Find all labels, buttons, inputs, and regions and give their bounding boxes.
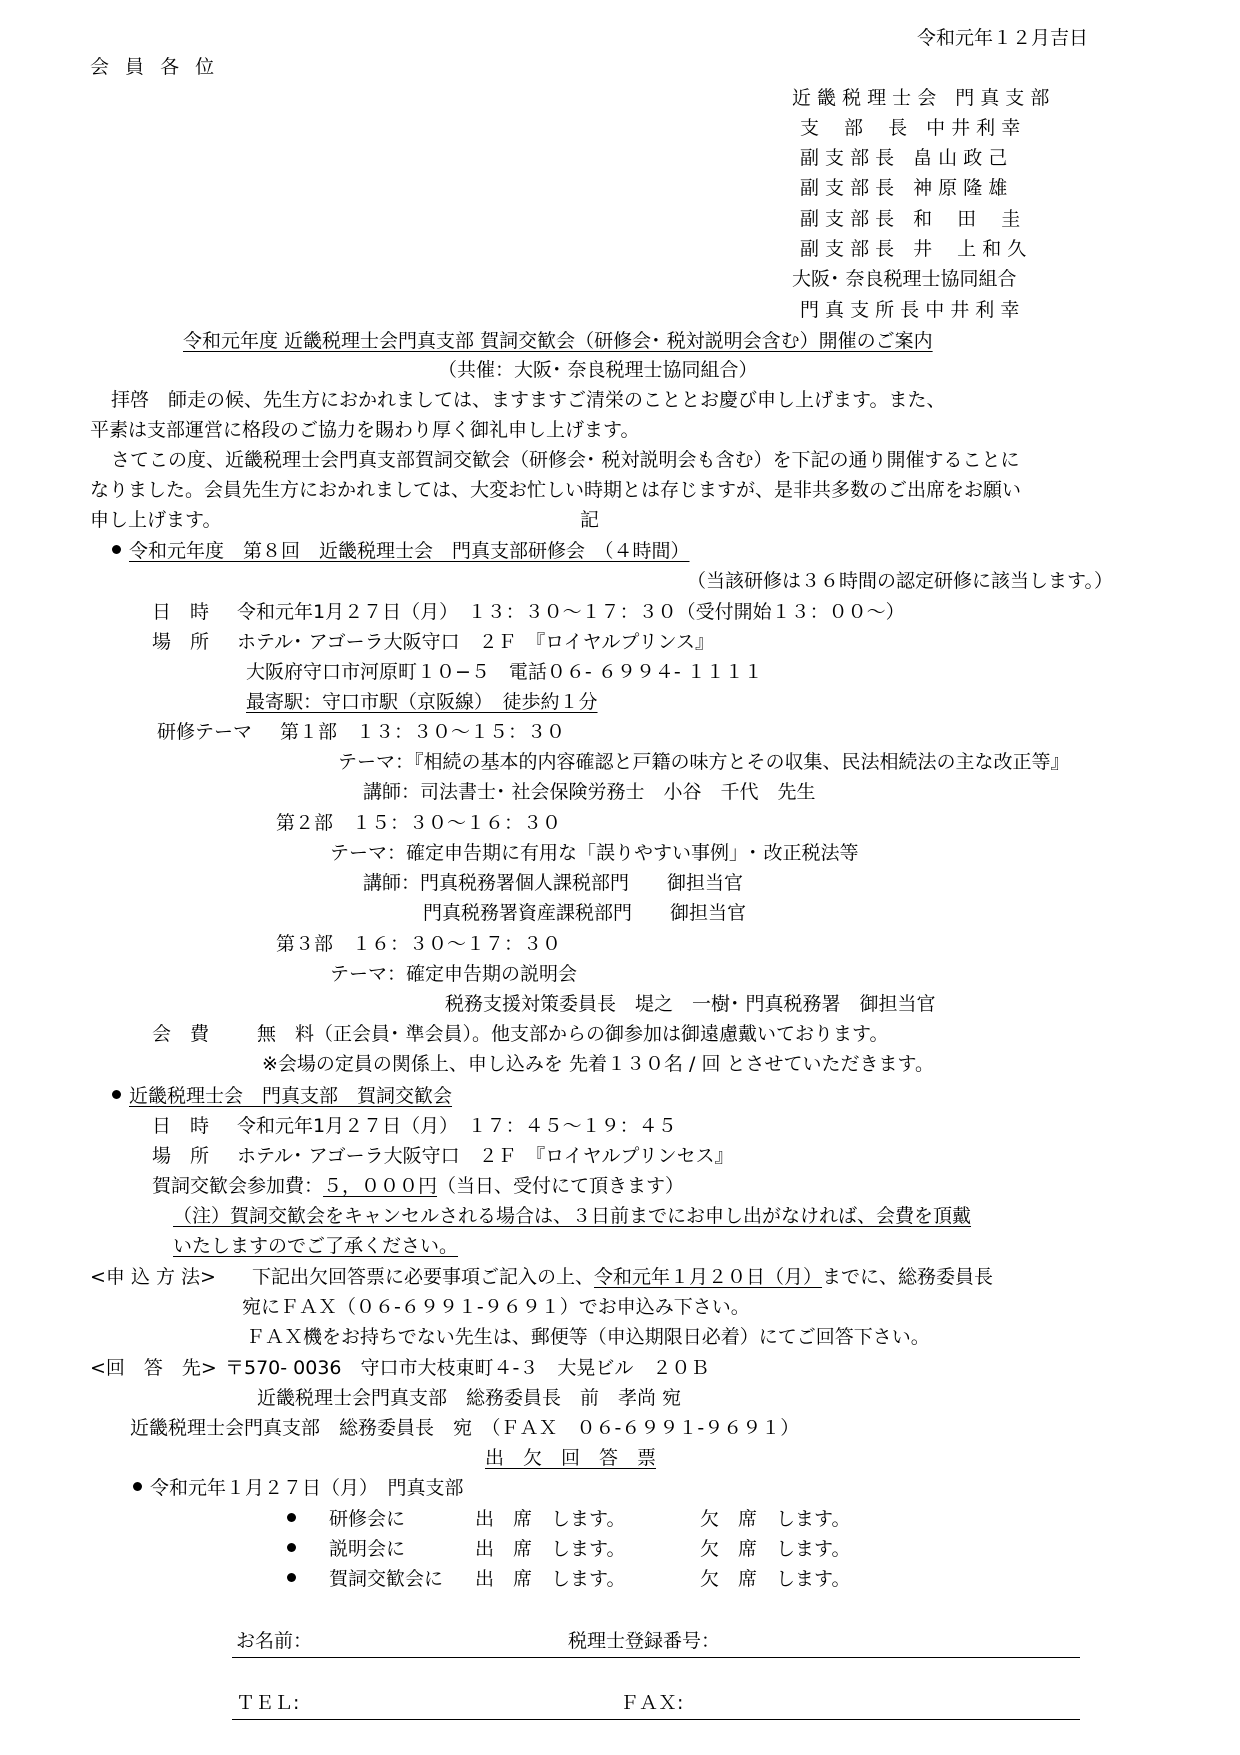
party-fee-amount: ５，０００円: [323, 1175, 438, 1197]
seminar-address: 大阪府守口市河原町１０−５ 電話０６- ６９９４- １１１１: [246, 661, 763, 683]
body-line-4: なりました。会員先生方におかれましては、大変お忙しい時期とは存じますが、是非共多数のご出席をお願い: [90, 479, 1022, 501]
bullet-icon: [133, 1482, 142, 1491]
officer-1: 支 部 長 中 井 利 幸: [800, 117, 1021, 139]
seminar-note: （当該研修は３６時間の認定研修に該当します。）: [687, 570, 1113, 592]
part3-theme: テーマ：確定申告期の説明会: [330, 963, 578, 985]
reply-address: 〒570- 0036 守口市大枝東町４-３ 大晃ビル ２０Ｂ: [225, 1357, 710, 1379]
name-field-line[interactable]: [232, 1657, 1080, 1658]
absent-option[interactable]: 欠 席 します。: [700, 1508, 851, 1530]
attend-option[interactable]: 出 席 します。: [475, 1568, 626, 1590]
cancel-note-1: （注）賀詞交歓会をキャンセルされる場合は、３日前までにお申し出がなければ、会費を頂戴: [173, 1205, 972, 1227]
officer-3: 副 支 部 長 神 原 隆 雄: [800, 177, 1008, 199]
seminar-place-label: 場 所: [152, 631, 210, 653]
fax-label: ＦＡＸ:: [620, 1692, 684, 1714]
seminar-datetime: 令和元年1月２７日（月） １３：３０～１７：３０（受付開始１３：００～）: [237, 601, 905, 623]
part3-lecturer: 税務支援対策委員長 堤之 一樹･ 門真税務署 御担当官: [445, 993, 936, 1015]
bullet-icon: [287, 1573, 296, 1582]
absent-option[interactable]: 欠 席 します。: [700, 1568, 851, 1590]
seminar-place: ホテル･ アゴーラ大阪守口 ２Ｆ 『ロイヤルプリンス』: [237, 631, 715, 653]
ki-mark: 記: [580, 509, 600, 531]
seminar-fee: 無 料（正会員･ 準会員）。他支部からの御参加は御遠慮戴いております。: [257, 1023, 889, 1045]
application-line-1: 下記出欠回答票に必要事項ご記入の上、令和元年１月２０日（月）までに、総務委員長: [252, 1266, 994, 1288]
page-title: 令和元年度 近畿税理士会門真支部 賀詞交歓会（研修会･ 税対説明会含む）開催のご案内: [183, 330, 933, 352]
part1-lecturer: 講師：司法書士･ 社会保険労務士 小谷 千代 先生: [363, 781, 816, 803]
party-place: ホテル･ アゴーラ大阪守口 ２Ｆ 『ロイヤルプリンセス』: [237, 1145, 734, 1167]
name-label: お名前：: [236, 1630, 313, 1652]
party-heading: 近畿税理士会 門真支部 賀詞交歓会: [112, 1087, 452, 1106]
cancel-note-2: いたしますのでご了承ください。: [173, 1235, 459, 1257]
party-place-label: 場 所: [152, 1145, 210, 1167]
tel-label: ＴＥＬ:: [236, 1692, 300, 1714]
seminar-heading: 令和元年度 第８回 近畿税理士会 門真支部研修会 （４時間）: [112, 542, 690, 561]
application-label: <申 込 方 法>: [90, 1266, 216, 1288]
application-deadline: 令和元年１月２０日（月）: [594, 1266, 823, 1288]
body-line-5: 申し上げます。: [90, 509, 222, 531]
party-datetime: 令和元年1月２７日（月） １７：４５～１９：４５: [237, 1115, 677, 1137]
officer-5: 副 支 部 長 井 上 和 久: [800, 238, 1027, 260]
attend-option[interactable]: 出 席 します。: [475, 1538, 626, 1560]
contact-field-line[interactable]: [232, 1719, 1080, 1720]
bullet-icon: [112, 1090, 121, 1099]
part2-time: 第２部 １５：３０～１６：３０: [276, 812, 562, 834]
page-subtitle: （共催：大阪･ 奈良税理士協同組合）: [438, 359, 758, 381]
sender-org: 近 畿 税 理 士 会 門 真 支 部: [792, 87, 1050, 109]
part2-lecturer-2: 門真税務署資産課税部門 御担当官: [423, 902, 747, 924]
seminar-datetime-label: 日 時: [152, 601, 210, 623]
part2-lecturer-1: 講師：門真税務署個人課税部門 御担当官: [363, 872, 744, 894]
body-line-2: 平素は支部運営に格段のご協力を賜わり厚く御礼申し上げます。: [90, 419, 640, 441]
absent-option[interactable]: 欠 席 します。: [700, 1538, 851, 1560]
bullet-icon: [287, 1513, 296, 1522]
seminar-station: 最寄駅：守口市駅（京阪線） 徒歩約１分: [246, 691, 598, 713]
issue-date: 令和元年１２月吉日: [917, 27, 1089, 49]
registration-label: 税理士登録番号：: [568, 1630, 721, 1652]
event-label: 賀詞交歓会に: [329, 1568, 444, 1590]
bullet-icon: [112, 545, 121, 554]
officer-2: 副 支 部 長 畠 山 政 己: [800, 147, 1008, 169]
application-line-3: ＦＡＸ機をお持ちでない先生は、郵便等（申込期限日必着）にてご回答下さい。: [246, 1326, 930, 1348]
recipient: 会 員 各 位: [90, 56, 220, 78]
reply-label: <回 答 先>: [90, 1357, 217, 1379]
reply-to: 近畿税理士会門真支部 総務委員長 前 孝尚 宛: [257, 1387, 682, 1409]
event-label: 研修会に: [329, 1508, 406, 1530]
body-line-1: 拝啓 師走の候、先生方におかれましては、ますますご清栄のこととお慶び申し上げます。また、: [111, 389, 946, 411]
event-label: 説明会に: [329, 1538, 406, 1560]
bullet-icon: [287, 1543, 296, 1552]
form-row-2[interactable]: [287, 1538, 851, 1560]
attend-option[interactable]: 出 席 します。: [475, 1508, 626, 1530]
party-fee: 賀詞交歓会参加費：５，０００円（当日、受付にて頂きます）: [152, 1175, 685, 1197]
theme-label: 研修テーマ: [157, 721, 253, 743]
officer-4: 副 支 部 長 和 田 圭: [800, 208, 1021, 230]
part1-time: 第１部 １３：３０～１５：３０: [280, 721, 566, 743]
form-row-3[interactable]: [287, 1568, 851, 1590]
form-date-line: 令和元年１月２７日（月） 門真支部: [133, 1479, 464, 1498]
coop-head: 門 真 支 所 長 中 井 利 幸: [800, 299, 1020, 321]
seminar-fee-label: 会 費: [152, 1023, 210, 1045]
form-title: 出 欠 回 答 票: [485, 1447, 657, 1469]
body-line-3: さてこの度、近畿税理士会門真支部賀詞交歓会（研修会･ 税対説明会も含む）を下記の通り開催することに: [111, 449, 1020, 471]
reply-fax-line: 近畿税理士会門真支部 総務委員長 宛 （ＦＡＸ ０６-６９９１-９６９１）: [130, 1417, 800, 1439]
party-datetime-label: 日 時: [152, 1115, 210, 1137]
coop-name: 大阪･ 奈良税理士協同組合: [792, 268, 1017, 290]
part3-time: 第３部 １６：３０～１７：３０: [276, 933, 562, 955]
form-row-1[interactable]: [287, 1508, 851, 1530]
part2-theme: テーマ：確定申告期に有用な「誤りやすい事例」･ 改正税法等: [330, 842, 859, 864]
part1-theme: テーマ：『相続の基本的内容確認と戸籍の味方とその収集、民法相続法の主な改正等』: [338, 751, 1070, 773]
application-line-2: 宛にＦＡＸ（０６-６９９１-９６９１）でお申込み下さい。: [242, 1296, 750, 1318]
capacity-note: ※会場の定員の関係上、申し込みを 先着１３０名 / 回 とさせていただきます。: [262, 1053, 934, 1075]
